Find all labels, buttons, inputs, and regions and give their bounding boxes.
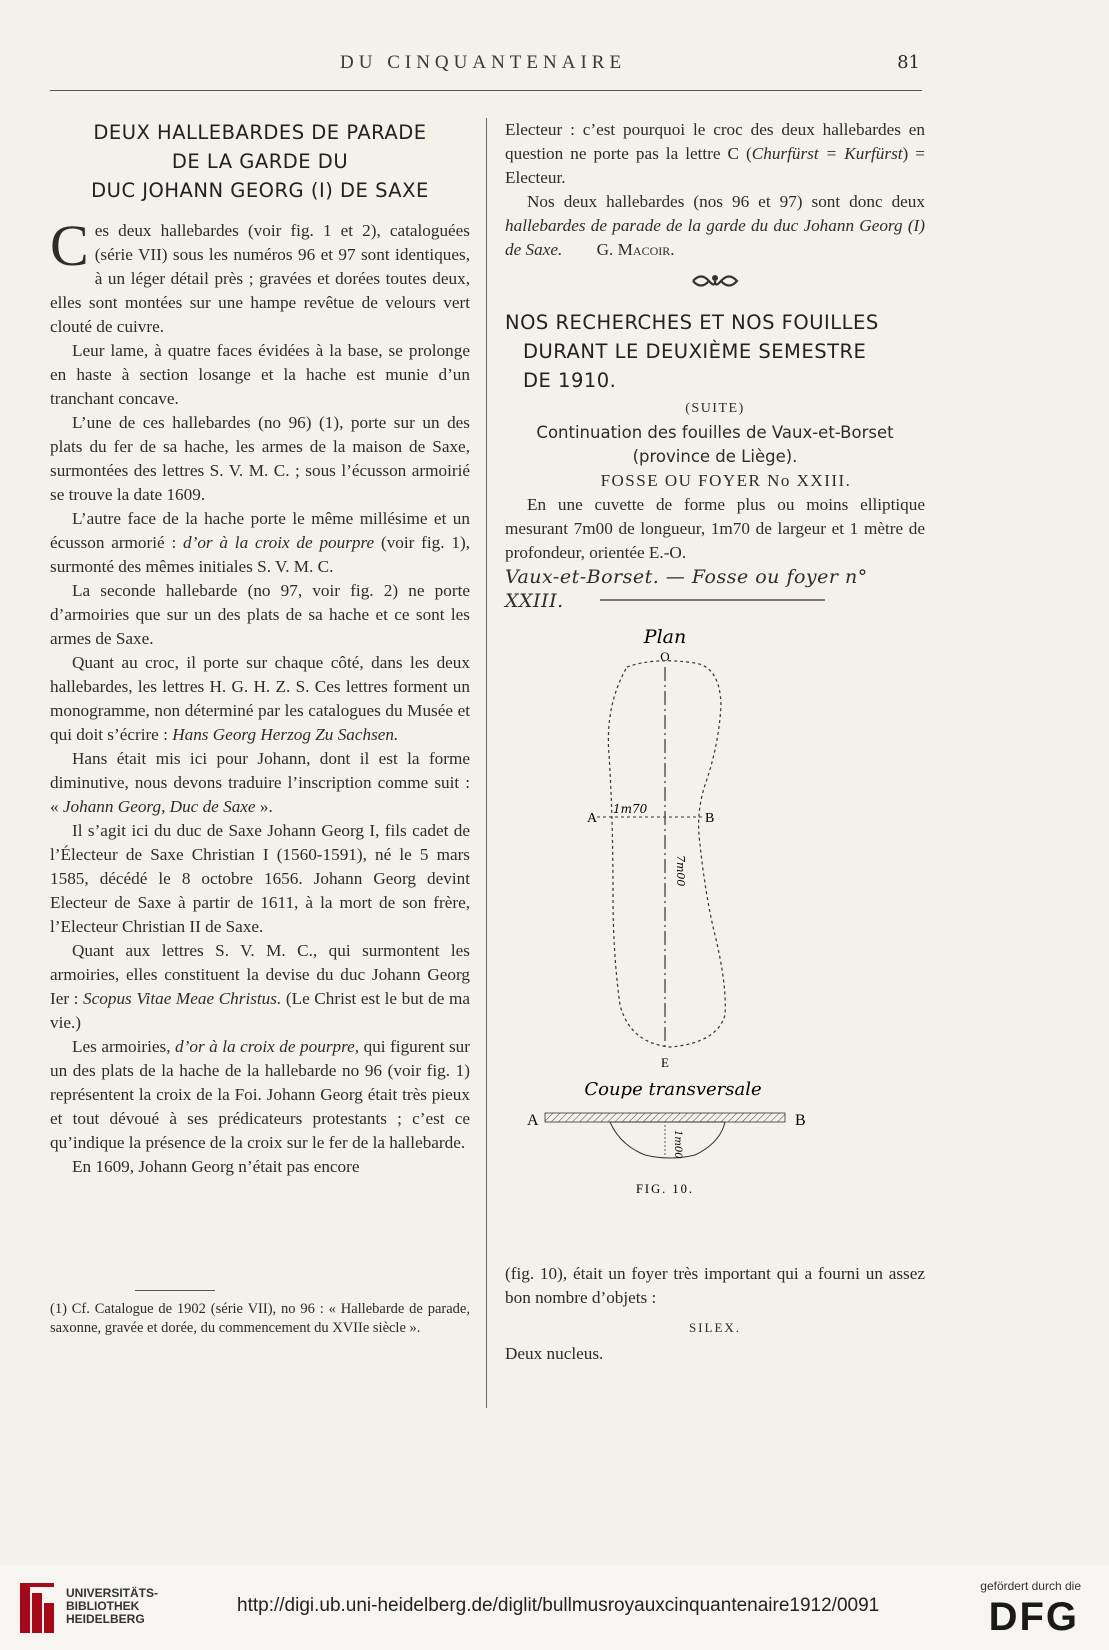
label-a: A	[587, 811, 598, 826]
depth-label: 1m00	[672, 1130, 683, 1159]
paragraph-text: Hans était mis ici pour Johann, dont il est la forme diminutive, nous devons traduire l’inscription comme suit : «	[50, 749, 470, 816]
footer-bar	[0, 1565, 1109, 1650]
paragraph-text: Quant au croc, il porte sur chaque côté, dans les deux hallebardes, les lettres H. G. H. Z. S. Ces lettres forment un monogramme, non déterminé par les catalogues du Musée et qui doit s’écrire :	[50, 653, 470, 744]
paragraph: La seconde hallebarde (no 97, voir fig. 2) ne porte d’armoiries que sur un des plats de sa hache et ce sont les armes de Saxe.	[50, 581, 470, 648]
pit-cross-section	[610, 1122, 725, 1158]
suite-label: (SUITE)	[685, 401, 745, 416]
italic-text: d’or à la croix de pourpre	[183, 533, 375, 552]
section-title: FOSSE OU FOYER No XXIII.	[600, 471, 852, 490]
paragraph-text: (Le Christ est le but de ma vie.)	[50, 989, 470, 1032]
library-line: BIBLIOTHEK	[66, 1599, 140, 1613]
left-column	[50, 118, 470, 1179]
ornament-icon	[505, 272, 925, 296]
paragraph	[50, 213, 470, 339]
italic-text: hallebardes de parade de la garde du duc Johann Georg (I) de Saxe.	[505, 216, 925, 259]
section-label-b: B	[795, 1112, 806, 1129]
right-column	[505, 118, 925, 613]
library-logo-icon	[18, 1579, 58, 1637]
right-column-bottom	[505, 1262, 925, 1366]
subheading-line: (province de Liège).	[632, 447, 798, 466]
paragraph: Leur lame, à quatre faces évidées à la base, se prolonge en haste à section losange et la hache est munie d’un tranchant concave.	[50, 341, 470, 408]
paragraph	[50, 1035, 470, 1155]
paragraph-text: (voir fig. 1), surmonté des mêmes initiales S. V. M. C.	[50, 533, 470, 576]
paragraph-text: Les armoiries,	[72, 1037, 176, 1056]
running-head	[50, 52, 920, 74]
paragraph: En 1609, Johann Georg n’était pas encore	[72, 1157, 360, 1176]
header-rule	[50, 90, 922, 91]
library-line: UNIVERSITÄTS-	[66, 1586, 159, 1600]
coupe-label: Coupe transversale	[584, 1079, 762, 1100]
paragraph	[505, 190, 925, 262]
label-e: E	[661, 1055, 669, 1070]
heading-line: DURANT LE DEUXIÈME SEMESTRE	[523, 340, 867, 363]
figure-handwritten-title: Vaux-et-Borset. — Fosse ou foyer n° XXIII.	[505, 566, 868, 612]
section-label-a: A	[527, 1112, 539, 1129]
paragraph-text: Electeur : c’est pourquoi le croc des deux hallebardes en question ne porte pas la lettre C (	[505, 120, 925, 163]
width-label: 1m70	[613, 802, 648, 816]
heading-line: DE LA GARDE DU	[171, 150, 349, 173]
paragraph: L’une de ces hallebardes (no 96) (1), porte sur un des plats du fer de sa hache, les armes de la maison de Saxe, surmontées des lettres S. V. M. C. ; sous l’écusson armoirié se trouve la date 1609.	[50, 413, 470, 504]
italic-text: Hans Georg Herzog Zu Sachsen.	[172, 725, 399, 744]
paragraph	[50, 507, 470, 579]
funding-label: gefördert durch die	[980, 1579, 1081, 1593]
paragraph-text: qui figurent sur un des plats de la hache de la hallebarde no 96 (voir fig. 1) représentent la croix de la Foi. Johann Georg était très pieux et tout dévoué à ses prédicateurs protestants ; c’est ce qu’indique la présence de la croix sur le fer de la hallebarde.	[50, 1037, 470, 1152]
label-o: O	[660, 649, 670, 664]
italic-text: Scopus Vitae Meae Christus.	[83, 989, 282, 1008]
paragraph: Il s’agit ici du duc de Saxe Johann Georg I, fils cadet de l’Électeur de Saxe Christian I (1560-1591), né le 5 mars 1585, décédé le 8 octobre 1656. Johann Georg devint Electeur de Saxe à partir de 1611, à la mort de son frère, l’Electeur Christian II de Saxe.	[50, 821, 470, 936]
page-number: 81	[897, 52, 920, 73]
running-title: DU CINQUANTENAIRE	[340, 52, 627, 73]
library-name	[66, 1587, 158, 1626]
subheading	[505, 421, 925, 469]
source-url-link[interactable]: http://digi.ub.uni-heidelberg.de/diglit/bullmusroyauxcinquantenaire1912/0091	[237, 1595, 880, 1616]
paragraph-text: ».	[255, 797, 273, 816]
paragraph: (fig. 10), était un foyer très important qui a fourni un assez bon nombre d’objets :	[505, 1264, 925, 1307]
plan-label: Plan	[643, 626, 687, 648]
dfg-logo: DFG	[988, 1595, 1079, 1639]
paragraph	[50, 651, 470, 747]
paragraph-text: Quant aux lettres S. V. M. C., qui surmontent les armoiries, elles constituent la devise du duc Johann Georg Ier :	[50, 941, 470, 1008]
paragraph	[50, 939, 470, 1035]
article-heading-right	[505, 308, 925, 395]
paragraph-text: es deux hallebardes (voir fig. 1 et 2), cataloguées (série VII) sous les numéros 96 et 97 sont identiques, à un léger détail près ; gravées et dorées toutes deux, elles sont montées sur une hampe revêtue de velours vert clouté de cuivre.	[50, 221, 470, 336]
italic-text: Johann Georg, Duc de Saxe	[62, 797, 256, 816]
plan-drawing	[505, 595, 925, 1235]
heading-line: DE 1910.	[523, 369, 617, 392]
figure-caption: FIG. 10.	[635, 1182, 695, 1196]
signature: G. Macoir.	[596, 240, 675, 259]
subheading-line: Continuation des fouilles de Vaux-et-Borset	[536, 423, 894, 442]
paragraph	[50, 747, 470, 819]
library-line: HEIDELBERG	[66, 1612, 145, 1626]
paragraph-text: Nos deux hallebardes (nos 96 et 97) sont donc deux	[527, 192, 925, 211]
paragraph: Deux nucleus.	[505, 1344, 604, 1363]
silex-label: SILEX.	[688, 1320, 742, 1335]
plan-figure	[505, 595, 925, 1235]
length-label: 7m00	[674, 855, 687, 887]
ground-surface	[545, 1113, 785, 1122]
italic-text: d’or à la croix de pourpre,	[175, 1037, 360, 1056]
drop-cap: C	[50, 213, 89, 278]
paragraph: En une cuvette de forme plus ou moins elliptique mesurant 7m00 de longueur, 1m70 de largeur et 1 mètre de profondeur, orientée E.-O.	[505, 495, 925, 562]
footnote: (1) Cf. Catalogue de 1902 (série VII), no 96 : « Hallebarde de parade, saxonne, gravée et dorée, du commencement du XVIIe siècle ».	[50, 1301, 470, 1336]
heading-line: DEUX HALLEBARDES DE PARADE	[93, 121, 427, 144]
pit-outline	[608, 661, 725, 1047]
column-divider	[486, 118, 487, 1408]
footnote-rule	[135, 1290, 215, 1291]
paragraph-text: ) = Electeur.	[505, 144, 925, 187]
article-heading-left	[50, 118, 470, 205]
heading-line: DUC JOHANN GEORG (I) DE SAXE	[91, 179, 429, 202]
italic-text: Churfürst = Kurfürst	[751, 144, 903, 163]
paragraph	[505, 118, 925, 190]
paragraph-text: L’autre face de la hache porte le même millésime et un écusson armorié :	[50, 509, 470, 552]
label-b: B	[705, 811, 715, 826]
heading-line: NOS RECHERCHES ET NOS FOUILLES	[505, 311, 879, 334]
